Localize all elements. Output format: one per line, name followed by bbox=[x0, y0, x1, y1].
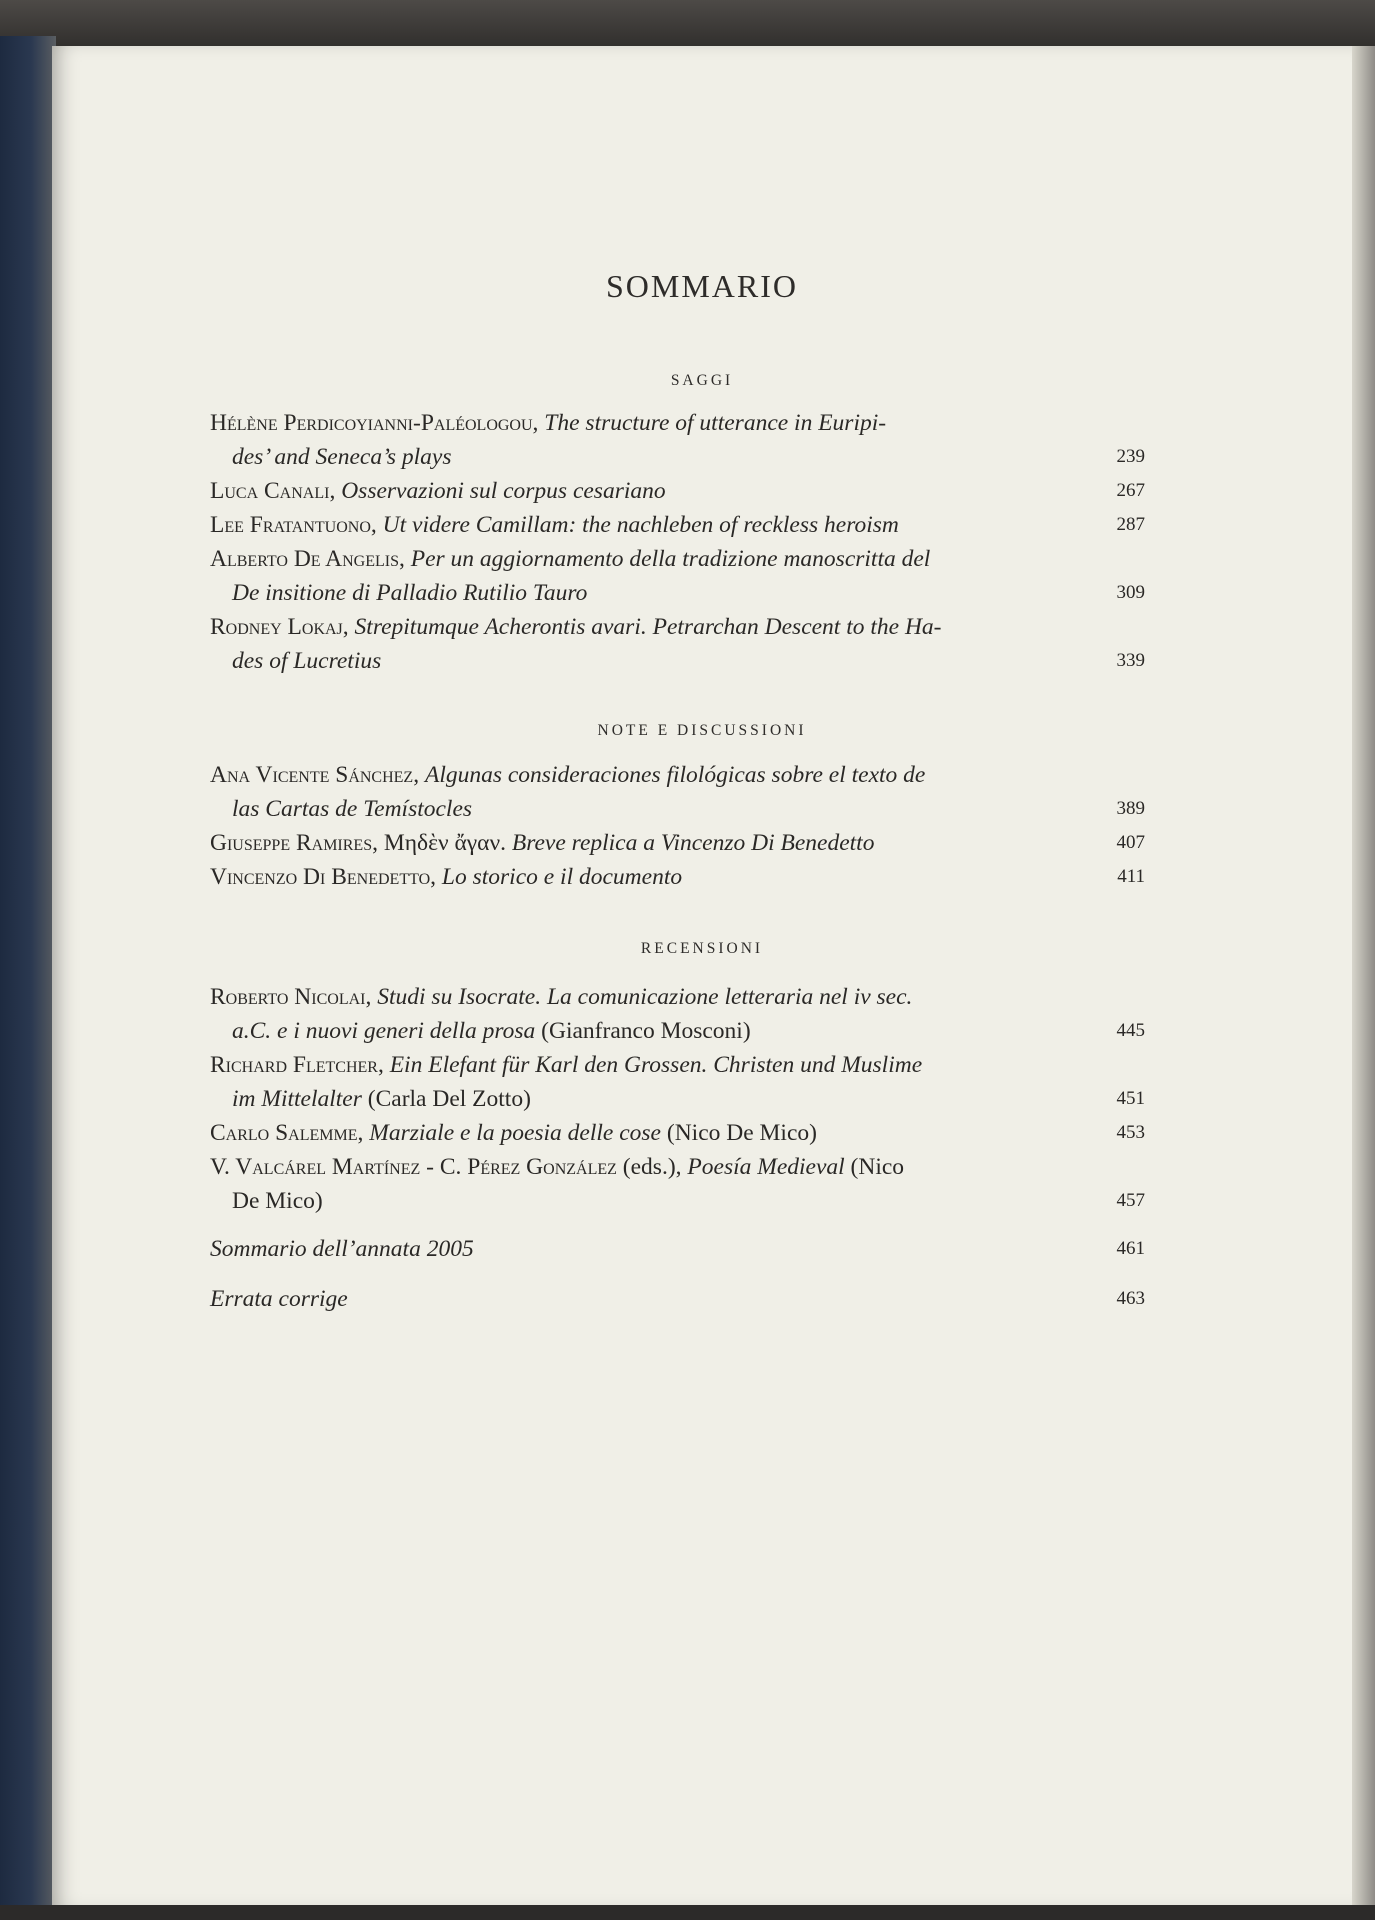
entry-author: Ana Vicente Sánchez, bbox=[210, 762, 420, 788]
toc-entry bbox=[210, 610, 1145, 678]
toc-entry bbox=[210, 542, 1145, 610]
background-bottom bbox=[0, 1905, 1375, 1920]
toc-entry-extra bbox=[210, 1282, 1145, 1316]
entry-greek-title: Μηδὲν ἄγαν. bbox=[383, 830, 506, 856]
entry-reviewer: De Mico) bbox=[232, 1188, 323, 1214]
entry-author: V. Valcárel Martínez - C. Pérez González bbox=[210, 1154, 617, 1180]
book-page bbox=[52, 46, 1352, 1908]
entry-author: Luca Canali, bbox=[210, 478, 336, 504]
toc-entry bbox=[210, 980, 1145, 1048]
entry-page-number: 453 bbox=[1116, 1122, 1145, 1143]
entry-page-number: 457 bbox=[1116, 1190, 1145, 1211]
recensioni-list bbox=[210, 980, 1145, 1316]
entry-title: Sommario dell’annata 2005 bbox=[210, 1236, 474, 1262]
toc-entry bbox=[210, 1048, 1145, 1116]
entry-page-number: 339 bbox=[1116, 650, 1145, 671]
entry-author: Lee Fratantuono, bbox=[210, 512, 377, 538]
entry-title-continued: las Cartas de Temístocles bbox=[232, 796, 473, 822]
entry-page-number: 267 bbox=[1116, 480, 1145, 501]
entry-title: Ein Elefant für Karl den Grossen. Christen und Muslime bbox=[389, 1052, 923, 1078]
toc-entry bbox=[210, 508, 1145, 542]
entry-title: Studi su Isocrate. La comunicazione letteraria nel iv sec. bbox=[377, 984, 913, 1010]
entry-page-number: 407 bbox=[1116, 832, 1145, 853]
entry-title: Marziale e la poesia delle cose bbox=[369, 1120, 661, 1146]
entry-author: Vincenzo Di Benedetto, bbox=[210, 864, 437, 890]
toc-entry bbox=[210, 406, 1145, 474]
entry-title-continued: De insitione di Palladio Rutilio Tauro bbox=[232, 580, 588, 606]
entry-author: Carlo Salemme, bbox=[210, 1120, 364, 1146]
entry-page-number: 461 bbox=[1116, 1238, 1145, 1259]
entry-page-number: 451 bbox=[1116, 1088, 1145, 1109]
entry-title: Lo storico e il documento bbox=[441, 864, 683, 890]
toc-entry bbox=[210, 826, 1145, 860]
entry-title: Osservazioni sul corpus cesariano bbox=[341, 478, 666, 504]
section-heading-recensioni: RECENSIONI bbox=[640, 940, 764, 957]
entry-title: Poesía Medieval bbox=[687, 1154, 845, 1180]
entry-editor-note: (eds.), bbox=[622, 1154, 682, 1180]
entry-author: Giuseppe Ramires, bbox=[210, 830, 378, 856]
background-top bbox=[0, 0, 1375, 50]
entry-author: Rodney Lokaj, bbox=[210, 614, 349, 640]
entry-page-number: 463 bbox=[1116, 1288, 1145, 1309]
book-spine bbox=[0, 36, 56, 1920]
entry-author: Alberto De Angelis, bbox=[210, 546, 405, 572]
entry-reviewer-start: (Nico bbox=[850, 1154, 905, 1180]
entry-title-continued: des’ and Seneca’s plays bbox=[232, 444, 452, 470]
entry-page-number: 239 bbox=[1116, 446, 1145, 467]
toc-entry bbox=[210, 758, 1145, 826]
entry-reviewer: (Nico De Mico) bbox=[666, 1120, 817, 1146]
entry-title: The structure of utterance in Euripi- bbox=[544, 410, 887, 436]
entry-reviewer: (Gianfranco Mosconi) bbox=[541, 1018, 751, 1044]
section-heading-saggi: SAGGI bbox=[670, 372, 734, 389]
saggi-list bbox=[210, 406, 1145, 678]
entry-author: Roberto Nicolai, bbox=[210, 984, 372, 1010]
entry-title: Per un aggiornamento della tradizione manoscritta del bbox=[410, 546, 931, 572]
entry-author: Richard Fletcher, bbox=[210, 1052, 384, 1078]
entry-page-number: 309 bbox=[1116, 582, 1145, 603]
entry-page-number: 445 bbox=[1116, 1020, 1145, 1041]
page-edge bbox=[1352, 46, 1375, 1908]
section-heading-note: NOTE E DISCUSSIONI bbox=[597, 722, 807, 739]
entry-page-number: 411 bbox=[1117, 866, 1145, 887]
page-title: SOMMARIO bbox=[605, 268, 799, 304]
entry-page-number: 287 bbox=[1116, 514, 1145, 535]
entry-page-number: 389 bbox=[1116, 798, 1145, 819]
entry-title: Strepitumque Acherontis avari. Petrarchan Descent to the Ha- bbox=[354, 614, 942, 640]
entry-title-continued: des of Lucretius bbox=[232, 648, 382, 674]
note-list bbox=[210, 758, 1145, 894]
entry-title: Algunas consideraciones filológicas sobre el texto de bbox=[424, 762, 926, 788]
toc-entry bbox=[210, 1150, 1145, 1218]
toc-entry bbox=[210, 1116, 1145, 1150]
entry-title: Breve replica a Vincenzo Di Benedetto bbox=[511, 830, 875, 856]
entry-title-continued: a.C. e i nuovi generi della prosa bbox=[232, 1018, 536, 1044]
toc-entry-extra bbox=[210, 1232, 1145, 1266]
toc-entry bbox=[210, 860, 1145, 894]
entry-title: Ut videre Camillam: the nachleben of reckless heroism bbox=[382, 512, 899, 538]
entry-title: Errata corrige bbox=[210, 1286, 348, 1312]
toc-entry bbox=[210, 474, 1145, 508]
entry-title-continued: im Mittelalter bbox=[232, 1086, 362, 1112]
entry-reviewer: (Carla Del Zotto) bbox=[367, 1086, 531, 1112]
entry-author: Hélène Perdicoyianni-Paléologou, bbox=[210, 410, 539, 436]
